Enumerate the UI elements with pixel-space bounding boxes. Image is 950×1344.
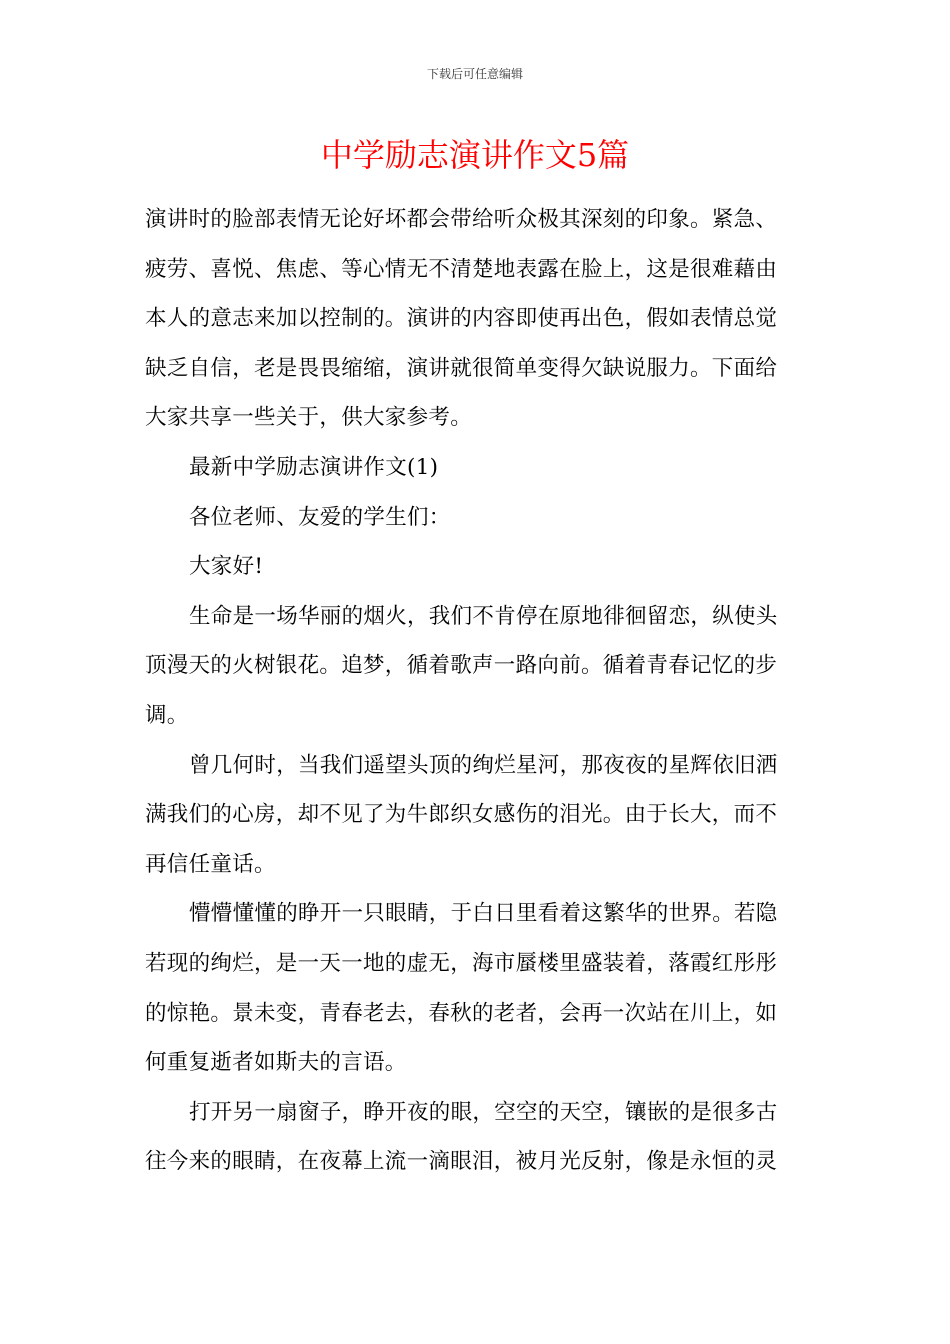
document-title: 中学励志演讲作文5篇 [320, 136, 630, 174]
document-body [145, 195, 795, 1187]
paragraph-body: 打开另一扇窗子，睁开夜的眼，空空的天空，镶嵌的是很多古往今来的眼睛，在夜幕上流一滴眼泪，被月光反射，像是永恒的灵 [145, 1099, 778, 1175]
paragraph-body: 懵懵懂懂的睁开一只眼睛，于白日里看着这繁华的世界。若隐若现的绚烂，是一天一地的虚无，海市蜃楼里盛装着，落霞红彤彤的惊艳。景未变，青春老去，春秋的老者，会再一次站在川上，如何重复逝者如斯夫的言语。 [145, 901, 778, 1076]
paragraph-intro: 演讲时的脸部表情无论好坏都会带给听众极其深刻的印象。紧急、疲劳、喜悦、焦虑、等心情无不清楚地表露在脸上，这是很难藉由本人的意志来加以控制的。演讲的内容即使再出色，假如表情总觉缺乏自信，老是畏畏缩缩，演讲就很简单变得欠缺说服力。下面给大家共享一些关于，供大家参考。 [145, 207, 778, 431]
paragraph-body: 生命是一场华丽的烟火，我们不肯停在原地徘徊留恋，纵使头顶漫天的火树银花。追梦，循着歌声一路向前。循着青春记忆的步调。 [145, 603, 778, 728]
paragraph-section-heading: 最新中学励志演讲作文(1) [189, 454, 439, 480]
paragraph-salutation: 各位老师、友爱的学生们： [189, 504, 451, 530]
page-header-note: 下载后可任意编辑 [426, 67, 523, 81]
paragraph-greeting: 大家好! [189, 554, 264, 580]
paragraph-body: 曾几何时，当我们遥望头顶的绚烂星河，那夜夜的星辉依旧洒满我们的心房，却不见了为牛郎织女感伤的泪光。由于长大，而不再信任童话。 [145, 752, 778, 877]
